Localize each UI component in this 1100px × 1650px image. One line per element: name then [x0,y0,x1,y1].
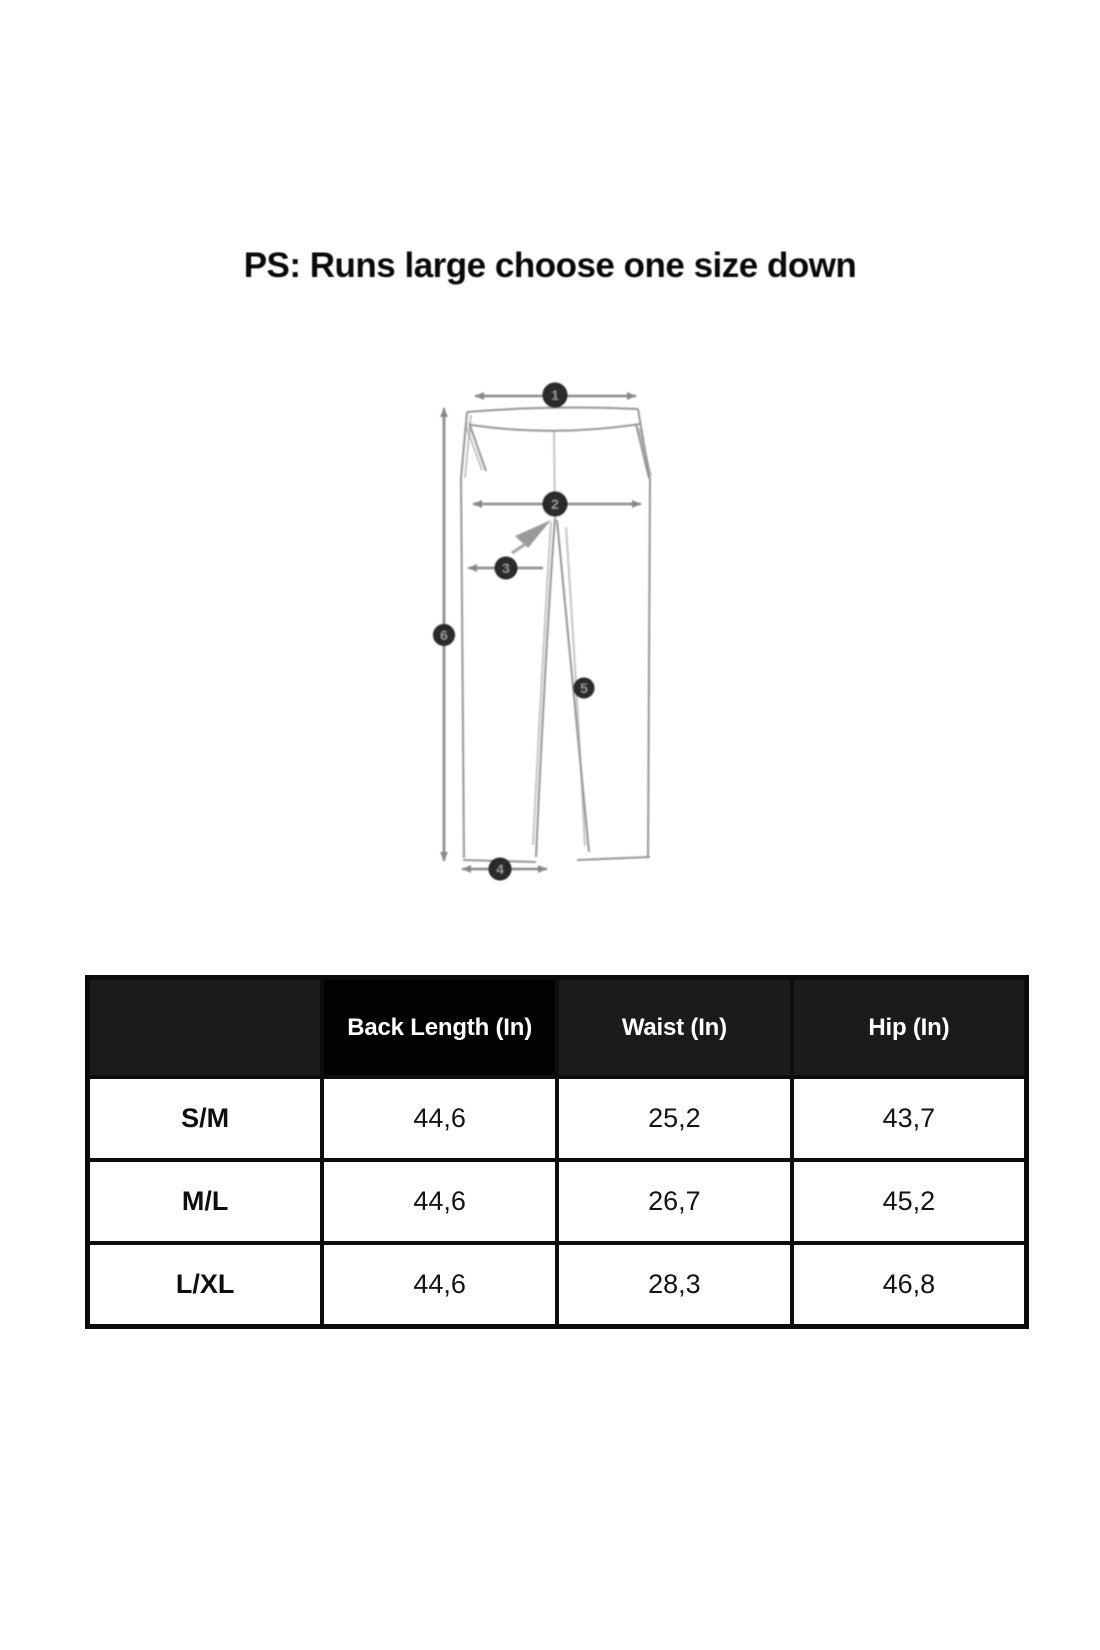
marker-6 [434,625,455,646]
marker-1-label: 1 [551,387,559,403]
size-table-header-row [88,978,1027,1078]
marker-5 [574,678,594,698]
lxl-back-length: 44,6 [322,1243,557,1327]
ml-waist: 26,7 [557,1160,792,1243]
marker-4-label: 4 [496,861,504,877]
sm-hip: 43,7 [792,1077,1027,1160]
page-title: PS: Runs large choose one size down [243,246,857,285]
sm-back-length: 44,6 [322,1077,557,1160]
marker-1 [543,383,567,407]
size-table-header-hip: Hip (In) [792,978,1027,1078]
row-label-sm: S/M [88,1077,323,1160]
lxl-hip: 46,8 [792,1243,1027,1327]
sm-waist: 25,2 [557,1077,792,1160]
size-table-header-waist: Waist (In) [557,978,792,1078]
measurement-lines [440,392,641,873]
marker-5-label: 5 [580,680,588,696]
size-table-corner-cell [88,978,323,1078]
marker-2 [543,492,567,516]
measurement-markers [434,383,595,880]
marker-4 [489,858,511,880]
ml-hip: 45,2 [792,1160,1027,1243]
row-label-lxl: L/XL [88,1243,323,1327]
row-label-ml: M/L [88,1160,323,1243]
lxl-waist: 28,3 [557,1243,792,1327]
marker-3 [495,557,517,579]
table-row-lxl [88,1243,1027,1327]
table-row-sm [88,1077,1027,1160]
size-table-body [88,1077,1027,1327]
table-row-ml [88,1160,1027,1243]
marker-6-label: 6 [440,627,448,643]
marker-2-label: 2 [551,496,559,512]
marker-3-label: 3 [502,560,510,576]
ml-back-length: 44,6 [322,1160,557,1243]
pants-outline [461,408,651,862]
size-table-header-back-length: Back Length (In) [322,978,557,1078]
size-table [85,975,1029,1329]
size-table-header [88,978,1027,1078]
